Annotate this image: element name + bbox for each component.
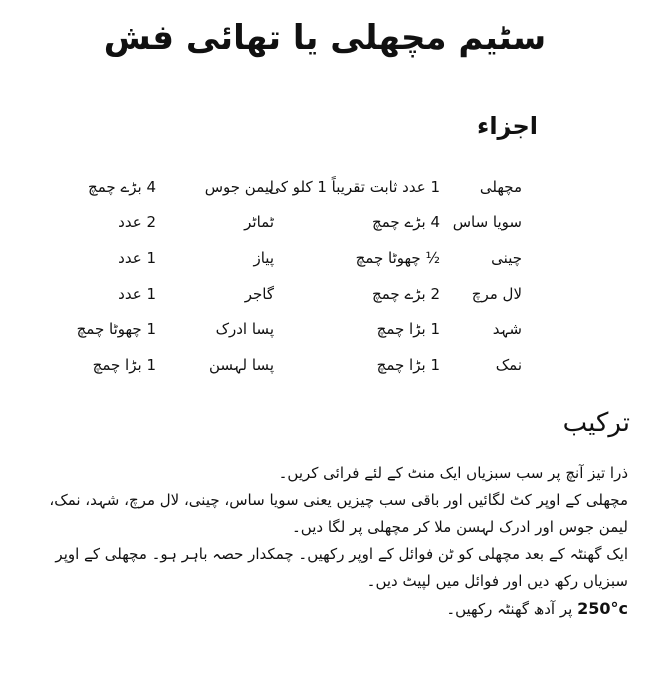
method-instructions [49, 460, 628, 622]
ingredient-row [0, 277, 650, 311]
instruction-line: ایک گھنٹہ کے بعد مچھلی کو ٹن فوائل کے اوپر رکھیں۔ چمکدار حصہ باہر ہو۔ مچھلی کے اوپر [55, 545, 628, 563]
ingredient-row [0, 205, 650, 239]
ingredient-name: ٹماٹر [244, 213, 274, 231]
ingredient-row [0, 170, 650, 204]
oven-temperature: 250°c [577, 599, 628, 618]
instruction-line: ذرا تیز آنچ پر سب سبزیاں ایک منٹ کے لئے فرائی کریں۔ [278, 464, 628, 482]
instruction-final-line [108, 595, 628, 622]
ingredient-quantity: 2 عدد [118, 213, 156, 231]
ingredient-name: سویا ساس [452, 213, 522, 231]
ingredient-quantity: 1 عدد [118, 285, 156, 303]
instruction-line: لیمن جوس اور ادرک لہسن ملا کر مچھلی پر لگا دیں۔ [292, 518, 628, 536]
method-heading: ترکیب [562, 408, 630, 438]
ingredients-heading: اجزاء [477, 112, 538, 140]
instruction-final-text: پر آدھ گھنٹہ رکھیں۔ [446, 600, 573, 618]
ingredient-name: پیاز [253, 249, 274, 267]
ingredient-quantity: 4 بڑے چمچ [88, 178, 156, 196]
ingredient-name: لیمن جوس [204, 178, 274, 196]
ingredient-name: لال مرچ [471, 285, 522, 303]
ingredient-quantity: 1 بڑا چمچ [92, 356, 156, 374]
instruction-line: سبزیاں رکھ دیں اور فوائل میں لپیٹ دیں۔ [366, 572, 628, 590]
ingredient-quantity: 1 عدد [118, 249, 156, 267]
ingredient-row [0, 241, 650, 275]
ingredient-quantity: 1 چھوٹا چمچ [76, 320, 156, 338]
ingredient-quantity: 1 عدد ثابت تقریباً 1 کلو کی [268, 178, 440, 196]
ingredient-row [0, 312, 650, 346]
ingredient-quantity: 1 بڑا چمچ [376, 320, 440, 338]
ingredient-name: گاجر [244, 285, 274, 303]
ingredient-quantity: 4 بڑے چمچ [372, 213, 440, 231]
recipe-title: سٹیم مچھلی یا تھائی فش [103, 18, 547, 58]
ingredient-quantity: 1 بڑا چمچ [376, 356, 440, 374]
ingredient-quantity: 2 بڑے چمچ [372, 285, 440, 303]
ingredient-name: نمک [495, 356, 522, 374]
ingredient-name: پسا لہسن [208, 356, 274, 374]
ingredient-quantity: ½ چھوٹا چمچ [355, 249, 440, 267]
ingredient-name: مچھلی [479, 178, 522, 196]
ingredient-name: چینی [491, 249, 522, 267]
instruction-line: مچھلی کے اوپر کٹ لگائیں اور باقی سب چیزیں یعنی سویا ساس، چینی، لال مرچ، شہد، نمک، [49, 491, 628, 509]
ingredient-name: پسا ادرک [215, 320, 274, 338]
ingredient-row [0, 348, 650, 382]
ingredient-name: شہد [492, 320, 522, 338]
